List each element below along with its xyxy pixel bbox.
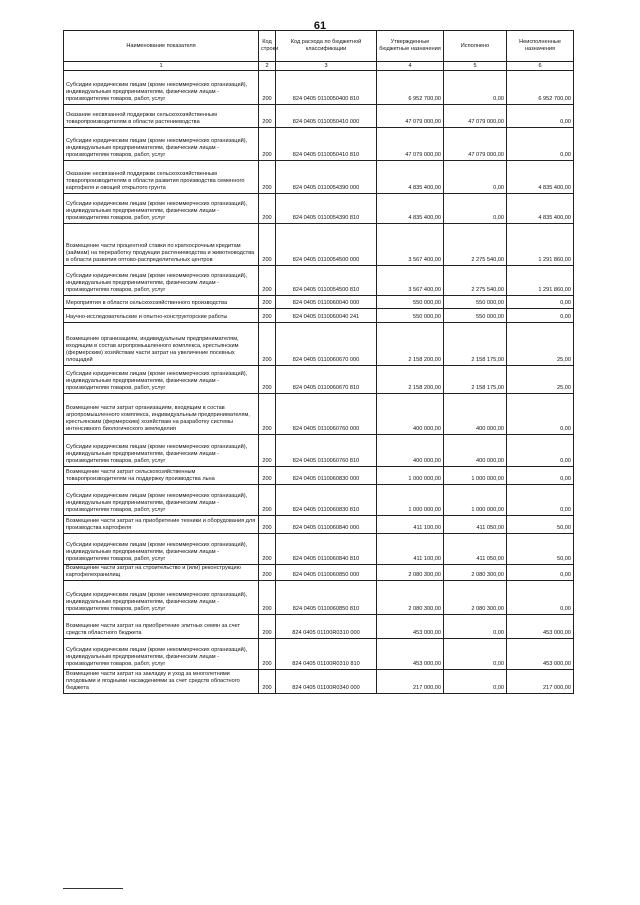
approved-amount-cell: 400 000,00	[377, 394, 444, 435]
approved-amount-cell: 4 835 400,00	[377, 194, 444, 224]
unexecuted-amount-cell: 4 835 400,00	[507, 194, 574, 224]
unexecuted-amount-cell: 0,00	[507, 467, 574, 485]
budget-code-cell: 824 0405 0110050410 000	[276, 105, 377, 128]
executed-amount-cell: 550 000,00	[444, 309, 507, 323]
unexecuted-amount-cell: 1 291 860,00	[507, 266, 574, 296]
approved-amount-cell: 550 000,00	[377, 309, 444, 323]
indicator-name-cell: Субсидии юридическим лицам (кроме некоммерческих организаций), индивидуальным предпринимателям, физическим лицам - производителям товаров, работ, услуг	[64, 639, 259, 670]
indicator-name-cell: Возмещение части затрат организациям, входящим в состав агропромышленного комплекса, индивидуальным предпринимателям, крестьянским (фермерским) хозяйствам на разработку системы интенсивного биологического земледелия	[64, 394, 259, 435]
line-code-cell: 200	[259, 128, 276, 161]
unexecuted-amount-cell: 0,00	[507, 435, 574, 467]
line-code-cell: 200	[259, 105, 276, 128]
line-code-cell: 200	[259, 467, 276, 485]
unexecuted-amount-cell: 0,00	[507, 581, 574, 615]
executed-amount-cell: 2 158 175,00	[444, 323, 507, 366]
indicator-name-cell: Возмещение организациям, индивидуальным предпринимателям, входящим в состав агропромышленного комплекса, крестьянским (фермерским) хозяйствам части затрат на увеличение посевных площадей	[64, 323, 259, 366]
executed-amount-cell: 411 050,00	[444, 516, 507, 534]
table-row	[64, 565, 574, 581]
indicator-name-cell: Субсидии юридическим лицам (кроме некоммерческих организаций), индивидуальным предпринимателям, физическим лицам - производителям товаров, работ, услуг	[64, 581, 259, 615]
indicator-name-cell: Научно-исследовательские и опытно-конструкторские работы	[64, 309, 259, 323]
approved-amount-cell: 2 080 300,00	[377, 581, 444, 615]
executed-amount-cell: 0,00	[444, 161, 507, 194]
approved-amount-cell: 47 079 000,00	[377, 105, 444, 128]
unexecuted-amount-cell: 0,00	[507, 309, 574, 323]
executed-amount-cell: 2 158 175,00	[444, 366, 507, 394]
indicator-name-cell: Субсидии юридическим лицам (кроме некоммерческих организаций), индивидуальным предпринимателям, физическим лицам - производителям товаров, работ, услуг	[64, 534, 259, 565]
approved-amount-cell: 47 079 000,00	[377, 128, 444, 161]
budget-code-cell: 824 0405 0110060840 000	[276, 516, 377, 534]
table-row	[64, 534, 574, 565]
line-code-cell: 200	[259, 485, 276, 516]
line-code-cell: 200	[259, 224, 276, 266]
line-code-cell: 200	[259, 266, 276, 296]
unexecuted-amount-cell: 0,00	[507, 296, 574, 309]
header-budget-code: Код расхода по бюджетной классификации	[276, 31, 377, 62]
unexecuted-amount-cell: 1 291 860,00	[507, 224, 574, 266]
table-row	[64, 467, 574, 485]
executed-amount-cell: 2 275 540,00	[444, 266, 507, 296]
budget-code-cell: 824 0405 0110060850 810	[276, 581, 377, 615]
unexecuted-amount-cell: 6 952 700,00	[507, 71, 574, 105]
unexecuted-amount-cell: 50,00	[507, 534, 574, 565]
executed-amount-cell: 411 050,00	[444, 534, 507, 565]
table-row	[64, 485, 574, 516]
line-code-cell: 200	[259, 615, 276, 639]
indicator-name-cell: Возмещение части затрат на приобретение техники и оборудования для производства картофеля	[64, 516, 259, 534]
approved-amount-cell: 217 000,00	[377, 670, 444, 694]
budget-code-cell: 824 0405 0110060850 000	[276, 565, 377, 581]
footnote-divider	[63, 888, 123, 889]
header-approved: Утвержденные бюджетные назначения	[377, 31, 444, 62]
line-code-cell: 200	[259, 565, 276, 581]
executed-amount-cell: 2 275 540,00	[444, 224, 507, 266]
table-row	[64, 394, 574, 435]
budget-code-cell: 824 0405 01100R0310 000	[276, 615, 377, 639]
column-number: 1	[64, 62, 259, 71]
budget-code-cell: 824 0405 0110060830 000	[276, 467, 377, 485]
executed-amount-cell: 400 000,00	[444, 394, 507, 435]
line-code-cell: 200	[259, 394, 276, 435]
approved-amount-cell: 1 000 000,00	[377, 467, 444, 485]
executed-amount-cell: 550 000,00	[444, 296, 507, 309]
table-row	[64, 639, 574, 670]
budget-code-cell: 824 0405 0110060760 810	[276, 435, 377, 467]
executed-amount-cell: 0,00	[444, 670, 507, 694]
table-row	[64, 615, 574, 639]
line-code-cell: 200	[259, 194, 276, 224]
budget-code-cell: 824 0405 0110060670 810	[276, 366, 377, 394]
approved-amount-cell: 6 952 700,00	[377, 71, 444, 105]
unexecuted-amount-cell: 0,00	[507, 485, 574, 516]
table-body	[64, 71, 574, 694]
indicator-name-cell: Субсидии юридическим лицам (кроме некоммерческих организаций), индивидуальным предпринимателям, физическим лицам - производителям товаров, работ, услуг	[64, 194, 259, 224]
header-executed: Исполнено	[444, 31, 507, 62]
approved-amount-cell: 2 158 200,00	[377, 366, 444, 394]
unexecuted-amount-cell: 50,00	[507, 516, 574, 534]
line-code-cell: 200	[259, 161, 276, 194]
line-code-cell: 200	[259, 323, 276, 366]
column-number: 5	[444, 62, 507, 71]
column-number: 4	[377, 62, 444, 71]
approved-amount-cell: 3 567 400,00	[377, 266, 444, 296]
unexecuted-amount-cell: 4 835 400,00	[507, 161, 574, 194]
column-number-row	[64, 62, 574, 71]
indicator-name-cell: Субсидии юридическим лицам (кроме некоммерческих организаций), индивидуальным предпринимателям, физическим лицам - производителям товаров, работ, услуг	[64, 71, 259, 105]
executed-amount-cell: 1 000 000,00	[444, 485, 507, 516]
approved-amount-cell: 411 100,00	[377, 534, 444, 565]
line-code-cell: 200	[259, 366, 276, 394]
approved-amount-cell: 400 000,00	[377, 435, 444, 467]
executed-amount-cell: 0,00	[444, 71, 507, 105]
executed-amount-cell: 2 080 300,00	[444, 581, 507, 615]
table-row	[64, 309, 574, 323]
table-row	[64, 323, 574, 366]
line-code-cell: 200	[259, 296, 276, 309]
line-code-cell: 200	[259, 581, 276, 615]
budget-code-cell: 824 0405 0110050400 810	[276, 71, 377, 105]
executed-amount-cell: 0,00	[444, 194, 507, 224]
table-row	[64, 71, 574, 105]
column-number: 2	[259, 62, 276, 71]
indicator-name-cell: Оказание несвязанной поддержки сельскохозяйственным товаропроизводителям в области растениеводства	[64, 105, 259, 128]
table-row	[64, 105, 574, 128]
unexecuted-amount-cell: 453 000,00	[507, 639, 574, 670]
budget-code-cell: 824 0405 0110060760 000	[276, 394, 377, 435]
page-number: 61	[313, 20, 327, 32]
unexecuted-amount-cell: 0,00	[507, 128, 574, 161]
unexecuted-amount-cell: 0,00	[507, 565, 574, 581]
column-number: 3	[276, 62, 377, 71]
executed-amount-cell: 2 080 300,00	[444, 565, 507, 581]
executed-amount-cell: 0,00	[444, 639, 507, 670]
line-code-cell: 200	[259, 670, 276, 694]
line-code-cell: 200	[259, 639, 276, 670]
indicator-name-cell: Возмещение части затрат на строительство и (или) реконструкцию картофелехранилищ	[64, 565, 259, 581]
budget-code-cell: 824 0405 0110060040 241	[276, 309, 377, 323]
indicator-name-cell: Возмещение части затрат сельскохозяйственным товаропроизводителям на поддержку производства льна	[64, 467, 259, 485]
table-row	[64, 224, 574, 266]
budget-code-cell: 824 0405 0110060040 000	[276, 296, 377, 309]
budget-code-cell: 824 0405 0110060670 000	[276, 323, 377, 366]
executed-amount-cell: 47 079 000,00	[444, 128, 507, 161]
table-row	[64, 581, 574, 615]
table-row	[64, 516, 574, 534]
header-indicator-name: Наименование показателя	[64, 31, 259, 62]
unexecuted-amount-cell: 217 000,00	[507, 670, 574, 694]
table-row	[64, 296, 574, 309]
approved-amount-cell: 1 000 000,00	[377, 485, 444, 516]
unexecuted-amount-cell: 453 000,00	[507, 615, 574, 639]
budget-code-cell: 824 0405 0110060830 810	[276, 485, 377, 516]
approved-amount-cell: 453 000,00	[377, 639, 444, 670]
indicator-name-cell: Субсидии юридическим лицам (кроме некоммерческих организаций), индивидуальным предпринимателям, физическим лицам - производителям товаров, работ, услуг	[64, 366, 259, 394]
budget-code-cell: 824 0405 0110060840 810	[276, 534, 377, 565]
executed-amount-cell: 0,00	[444, 615, 507, 639]
unexecuted-amount-cell: 25,00	[507, 323, 574, 366]
executed-amount-cell: 1 000 000,00	[444, 467, 507, 485]
unexecuted-amount-cell: 0,00	[507, 394, 574, 435]
indicator-name-cell: Оказание несвязанной поддержки сельскохозяйственным товаропроизводителям в области развития производства семенного картофеля и овощей открытого грунта	[64, 161, 259, 194]
line-code-cell: 200	[259, 71, 276, 105]
indicator-name-cell: Субсидии юридическим лицам (кроме некоммерческих организаций), индивидуальным предпринимателям, физическим лицам - производителям товаров, работ, услуг	[64, 128, 259, 161]
header-unexecuted: Неисполненные назначения	[507, 31, 574, 62]
approved-amount-cell: 4 835 400,00	[377, 161, 444, 194]
budget-code-cell: 824 0405 0110050410 810	[276, 128, 377, 161]
indicator-name-cell: Субсидии юридическим лицам (кроме некоммерческих организаций), индивидуальным предпринимателям, физическим лицам - производителям товаров, работ, услуг	[64, 435, 259, 467]
line-code-cell: 200	[259, 534, 276, 565]
approved-amount-cell: 3 567 400,00	[377, 224, 444, 266]
indicator-name-cell: Возмещение части затрат на приобретение элитных семян за счет средств областного бюджета	[64, 615, 259, 639]
table-row	[64, 161, 574, 194]
table-row	[64, 366, 574, 394]
indicator-name-cell: Возмещение части затрат на закладку и уход за многолетними плодовыми и ягодными насаждениями за счет средств областного бюджета	[64, 670, 259, 694]
approved-amount-cell: 453 000,00	[377, 615, 444, 639]
table-row	[64, 194, 574, 224]
indicator-name-cell: Мероприятия в области сельскохозяйственного производства	[64, 296, 259, 309]
line-code-cell: 200	[259, 516, 276, 534]
indicator-name-cell: Возмещение части процентной ставки по краткосрочным кредитам (займам) на переработку продукции растениеводства и животноводства в области развития оптово-распределительных центров	[64, 224, 259, 266]
budget-code-cell: 824 0405 01100R0310 810	[276, 639, 377, 670]
budget-code-cell: 824 0405 0110054390 810	[276, 194, 377, 224]
budget-code-cell: 824 0405 01100R0340 000	[276, 670, 377, 694]
line-code-cell: 200	[259, 309, 276, 323]
approved-amount-cell: 2 158 200,00	[377, 323, 444, 366]
table-row	[64, 435, 574, 467]
approved-amount-cell: 411 100,00	[377, 516, 444, 534]
column-number: 6	[507, 62, 574, 71]
line-code-cell: 200	[259, 435, 276, 467]
executed-amount-cell: 400 000,00	[444, 435, 507, 467]
unexecuted-amount-cell: 25,00	[507, 366, 574, 394]
unexecuted-amount-cell: 0,00	[507, 105, 574, 128]
budget-code-cell: 824 0405 0110054500 000	[276, 224, 377, 266]
approved-amount-cell: 550 000,00	[377, 296, 444, 309]
table-row	[64, 266, 574, 296]
budget-code-cell: 824 0405 0110054390 000	[276, 161, 377, 194]
approved-amount-cell: 2 080 300,00	[377, 565, 444, 581]
header-line-code: Код строки	[259, 31, 276, 62]
budget-execution-table	[63, 30, 574, 694]
table-header-row	[64, 31, 574, 62]
indicator-name-cell: Субсидии юридическим лицам (кроме некоммерческих организаций), индивидуальным предпринимателям, физическим лицам - производителям товаров, работ, услуг	[64, 266, 259, 296]
budget-code-cell: 824 0405 0110054500 810	[276, 266, 377, 296]
executed-amount-cell: 47 079 000,00	[444, 105, 507, 128]
indicator-name-cell: Субсидии юридическим лицам (кроме некоммерческих организаций), индивидуальным предпринимателям, физическим лицам - производителям товаров, работ, услуг	[64, 485, 259, 516]
table-row	[64, 670, 574, 694]
table-row	[64, 128, 574, 161]
